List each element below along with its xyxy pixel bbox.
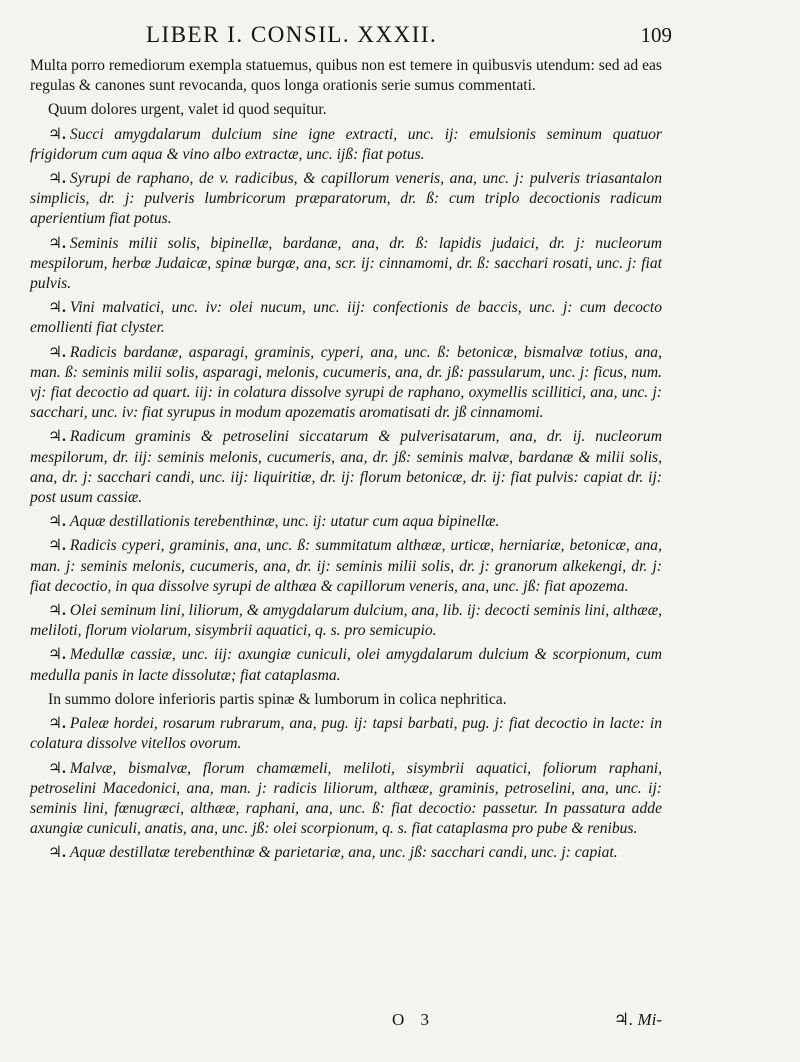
- recipe-paragraph: [30, 512, 662, 532]
- recipe-symbol-icon: ♃.: [48, 537, 66, 555]
- paragraph-text: Seminis milii solis, bipinellæ, bardanæ, ana, dr. ß: lapidis judaici, dr. j: nucleorum mespilorum, herbæ Judaicæ, spinæ burgæ, ana, scr. ij: cinnamomi, dr. ß: sacchari rosati, unc. j: fiat pulvis.: [30, 234, 662, 293]
- paragraph-text: Medullæ cassiæ, unc. iij: axungiæ cuniculi, olei amygdalarum dulcium & scorpionum, cum medulla panis in lacte dissolutæ; fiat cataplasma.: [30, 646, 662, 684]
- text-body: [30, 56, 662, 864]
- recipe-symbol-icon: ♃.: [48, 299, 66, 317]
- recipe-symbol-icon: ♃.: [48, 715, 66, 733]
- recipe-paragraph: [30, 536, 662, 597]
- recipe-paragraph: [30, 169, 662, 230]
- page: [30, 22, 672, 868]
- recipe-paragraph: [30, 843, 662, 863]
- paragraph-text: Radicis bardanæ, asparagi, graminis, cyperi, ana, unc. ß: betonicæ, bismalvæ totius, ana, man. ß: seminis milii solis, asparagi, melonis, cucumeris, ana, dr. jß: passularum, unc. j: ficus, num. vj: fiat decoctio ad quart. iij: in colatura dissolve syrupi de raphano, oxymellis scillitici, ana, unc. j: sacchari, unc. iv: fiat syrupus in modum apozematis aromatisati dr. jß cinnamomi.: [30, 343, 662, 422]
- paragraph-text: Paleæ hordei, rosarum rubrarum, ana, pug. ij: tapsi barbati, pug. j: fiat decoctio in lacte: in colatura dissolve vitellos ovorum.: [30, 715, 662, 753]
- paragraph-text: Succi amygdalarum dulcium sine igne extracti, unc. ij: emulsionis seminum quatuor frigidorum cum aqua & vino albo extractæ, unc. ijß: fiat potus.: [30, 125, 662, 163]
- recipe-symbol-icon: ♃.: [48, 170, 66, 188]
- recipe-symbol-icon: ♃.: [48, 234, 66, 252]
- recipe-symbol-icon: ♃.: [48, 602, 66, 620]
- paragraph-text: Aquæ destillationis terebenthinæ, unc. ij: utatur cum aqua bipinellæ.: [69, 513, 500, 531]
- recipe-paragraph: [30, 759, 662, 840]
- running-header: [30, 22, 672, 56]
- paragraph-text: Aquæ destillatæ terebenthinæ & parietariæ, ana, unc. jß: sacchari candi, unc. j: capiat.: [69, 844, 618, 862]
- recipe-paragraph: [30, 714, 662, 754]
- paragraph-text: In summo dolore inferioris partis spinæ & lumborum in colica nephritica.: [48, 690, 507, 708]
- recipe-symbol-icon: ♃.: [48, 343, 66, 361]
- recipe-symbol-icon: ♃.: [48, 513, 66, 531]
- paragraph-text: Quum dolores urgent, valet id quod sequitur.: [48, 101, 327, 119]
- paragraph-text: Syrupi de raphano, de v. radicibus, & capillorum veneris, ana, unc. j: pulveris triasantalon simplicis, dr. j: pulveris lumbricorum præparatorum, dr. ß: cum triplo decoctionis radicum aperientium fiat potus.: [30, 170, 662, 228]
- text-paragraph: [30, 100, 662, 120]
- text-paragraph: [30, 690, 662, 710]
- recipe-paragraph: [30, 125, 662, 165]
- page-footer: [30, 1010, 662, 1036]
- recipe-paragraph: [30, 343, 662, 424]
- signature-mark: O 3: [392, 1010, 436, 1029]
- recipe-symbol-icon: ♃.: [48, 844, 66, 862]
- text-paragraph: [30, 56, 662, 96]
- recipe-paragraph: [30, 298, 662, 338]
- recipe-symbol-icon: ♃.: [48, 646, 66, 664]
- recipe-paragraph: [30, 601, 662, 641]
- running-title: LIBER I. CONSIL. XXXII.: [146, 22, 438, 47]
- catchword: ♃. Mi-: [613, 1010, 662, 1029]
- paragraph-text: Radicis cyperi, graminis, ana, unc. ß: summitatum althææ, urticæ, herniariæ, betonicæ, ana, man. j: seminis melonis, cucumeris, ana, dr. ij: seminis milii solis, dr. j: granorum alkekengi, dr. j: fiat decoctio, in qua dissolve syrupi de althæa & capillorum veneris, ana, unc. jß: fiat apozema.: [30, 537, 662, 595]
- recipe-paragraph: [30, 645, 662, 685]
- recipe-paragraph: [30, 234, 662, 295]
- paragraph-text: Radicum graminis & petroselini siccatarum & pulverisatarum, ana, dr. ij. nucleorum mespilorum, dr. iij: seminis melonis, cucumeris, ana, dr. jß: seminis malvæ, bardanæ & milii solis, ana, dr. j: sacchari candi, unc. iij: liquiritiæ, dr. ij: florum betonicæ, dr. ij: fiat pulvis: capiat dr. ij: post usum cassiæ.: [30, 428, 662, 507]
- page-number: 109: [640, 23, 672, 47]
- paragraph-text: Vini malvatici, unc. iv: olei nucum, unc. iij: confectionis de baccis, unc. j: cum decocto emollienti fiat clyster.: [30, 299, 662, 337]
- paragraph-text: Multa porro remediorum exempla statuemus, quibus non est temere in quibusvis utendum: sed ad eas regulas & canones sunt revocanda, quos longa orationis serie sumus commentati.: [30, 57, 662, 95]
- paragraph-text: Olei seminum lini, liliorum, & amygdalarum dulcium, ana, lib. ij: decocti seminis lini, althææ, meliloti, florum violarum, sisymbrii aquatici, q. s. pro semicupio.: [30, 602, 662, 640]
- recipe-symbol-icon: ♃.: [48, 125, 66, 143]
- recipe-paragraph: [30, 427, 662, 508]
- recipe-symbol-icon: ♃.: [48, 759, 66, 777]
- paragraph-text: Malvæ, bismalvæ, florum chamæmeli, meliloti, sisymbrii aquatici, foliorum raphani, petroselini Macedonici, ana, man. j: radicis liliorum, althææ, graminis, petroselini, ana, unc. ij: seminis lini, fœnugræci, althææ, raphani, ana, unc. ß: fiat decoctio: passetur. In passatura adde axungiæ cuniculi, anatis, ana, unc. jß: olei scorpionum, q. s. fiat cataplasma pro pube & renibus.: [30, 759, 662, 838]
- recipe-symbol-icon: ♃.: [48, 428, 66, 446]
